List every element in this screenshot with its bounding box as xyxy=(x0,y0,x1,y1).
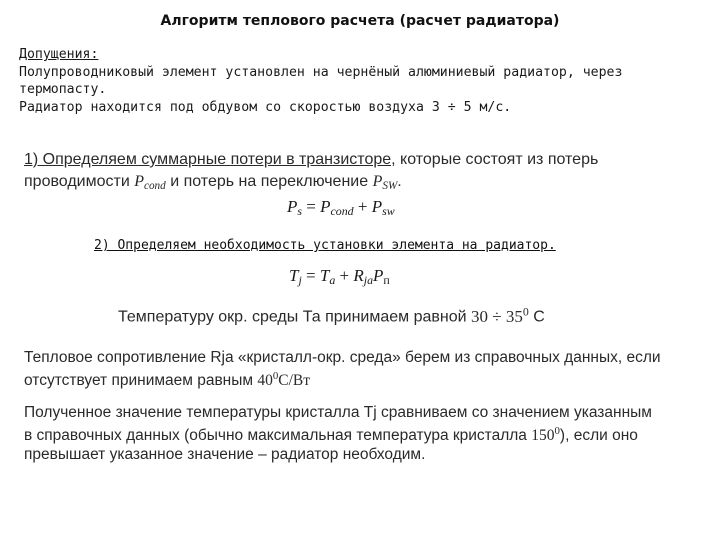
paragraph-2-line-2: в справочных данных (обычно максимальная температура кристалла $150^0$), если оно xyxy=(24,425,638,445)
step-1-line2-b: и потерь на переключение xyxy=(165,173,373,190)
assumptions-heading: Допущения: xyxy=(19,47,99,62)
page-title: Алгоритм теплового расчета (расчет радиатора) xyxy=(160,13,560,29)
step-1-block xyxy=(24,149,714,197)
formula-total-losses: $P_s = P_{cond} + P_{sw}$ xyxy=(287,197,395,218)
psw-symbol: $P_{SW}$ xyxy=(372,173,398,192)
paragraph-1-line-1: Тепловое сопротивление Rja «кристалл-окр. среда» берем из справочных данных, если xyxy=(24,349,661,366)
step-1-line2-c: . xyxy=(397,173,402,190)
paragraph-1-line-2: отсутствует принимаем равным $40^0С/Вт$ xyxy=(24,370,311,390)
comparison-paragraph xyxy=(24,403,714,464)
step-2-heading: 2) Определяем необходимость установки элемента на радиатор. xyxy=(94,238,556,253)
formula-junction-temperature: $T_j = T_a + R_{ja}P_п$ xyxy=(289,266,390,287)
assumptions-block xyxy=(19,46,709,116)
assumption-line-1: Полупроводниковый элемент установлен на чернёный алюминиевый радиатор, через xyxy=(19,64,623,80)
paragraph-2-line-1: Полученное значение температуры кристалла Tj сравниваем со значением указанным xyxy=(24,404,652,421)
step-1-rest: которые состоят из потерь xyxy=(395,151,599,168)
ambient-value: $30 \div 35^0$ xyxy=(471,304,529,326)
thermal-resistance-paragraph xyxy=(24,348,714,390)
assumption-line-3: Радиатор находится под обдувом со скоростью воздуха 3 ÷ 5 м/с. xyxy=(19,99,512,115)
pcond-symbol: $P_{cond}$ xyxy=(134,173,166,192)
ambient-temperature-line: Температуру окр. среды Та принимаем равной $30 \div 35^0$ С xyxy=(118,304,545,326)
assumption-line-2: термопасту. xyxy=(19,82,107,97)
paragraph-2-line-3: превышает указанное значение – радиатор необходим. xyxy=(24,446,426,464)
step-1-heading: 1) Определяем суммарные потери в транзисторе, xyxy=(24,151,396,168)
step-1-line2-a: проводимости xyxy=(24,173,135,190)
